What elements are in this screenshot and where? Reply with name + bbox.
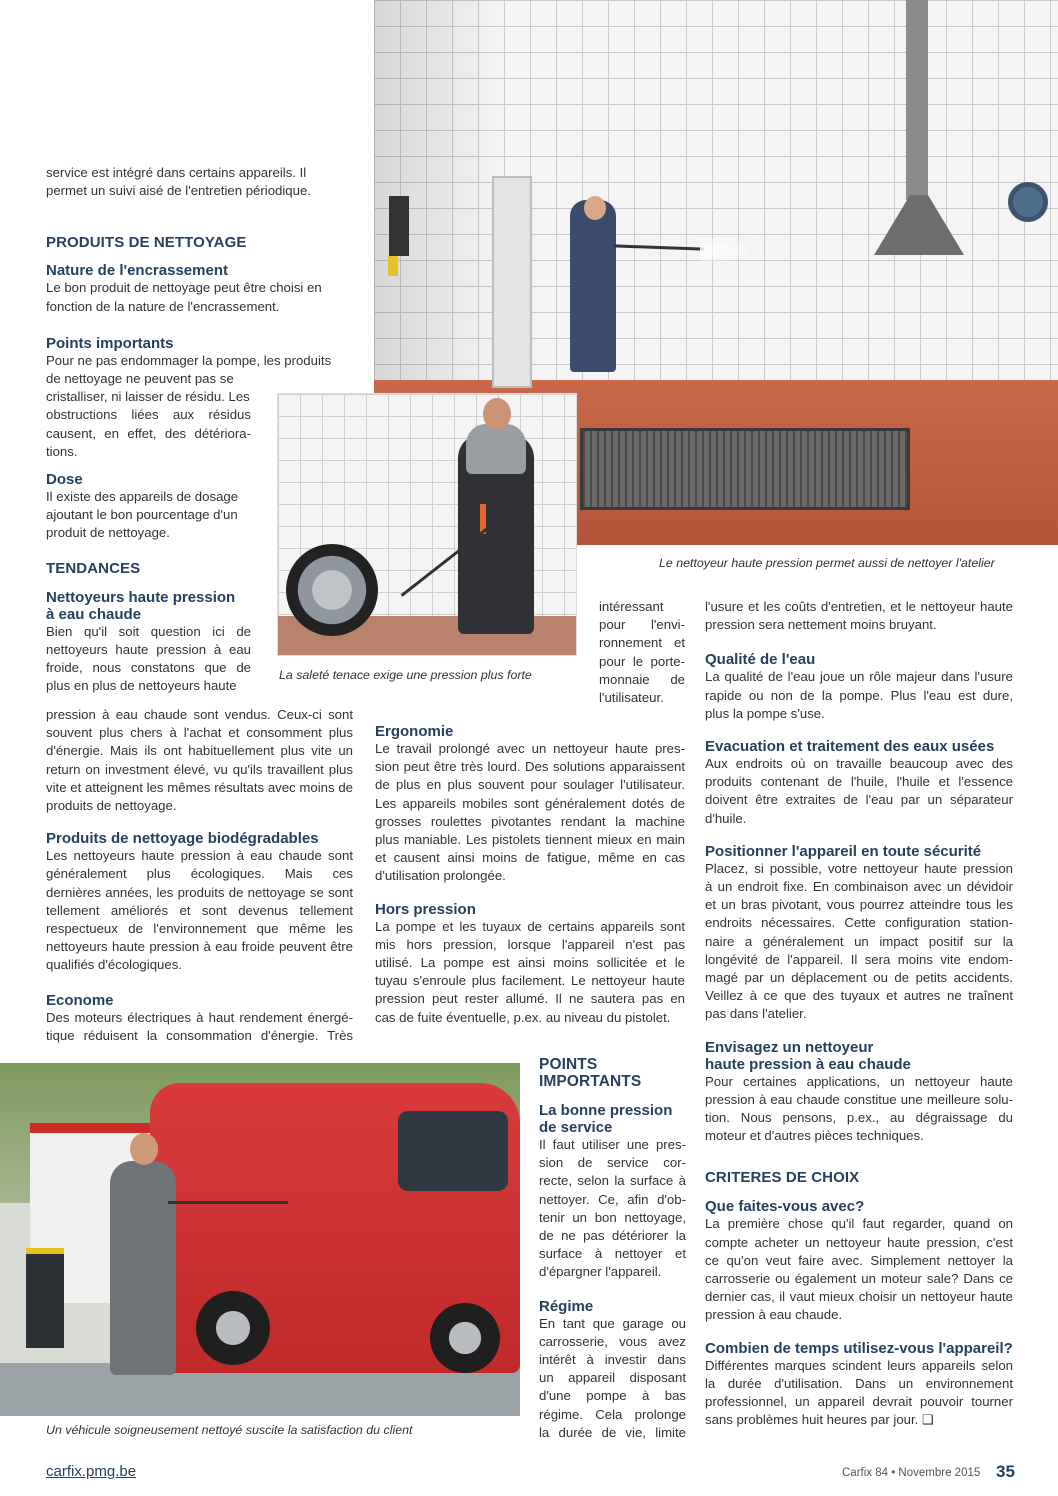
subtitle-biodegradables: Produits de nettoyage biodégradables — [46, 830, 319, 848]
workshop-caption: Le nettoyeur haute pression permet aussi de nettoyer l'atelier — [659, 556, 995, 570]
column-1 — [46, 164, 353, 461]
subtitle-dose: Dose — [46, 471, 83, 488]
subtitle-positionner: Positionner l'appareil en toute sécurité — [705, 842, 982, 860]
bonne-pression-text: Il faut utiliser une pres- sion de service cor- recte, selon la surface à nettoyer. Ce, afin d'ob- tenir un bon nettoyage, de ne pas détériorer la surface à nettoyer et d'épargner l'appareil. — [539, 1137, 686, 1280]
econome-text: Des moteurs électriques à haut rendement énergé- tique réduisent la consommation d'énergie. Très — [46, 1009, 353, 1043]
col3-intro: l'usure et les coûts d'entretien, et le nettoyeur haute pression sera nettement moins bruyant. — [705, 599, 1013, 633]
hors-pression-text: La pompe et les tuyaux de certains appareils sont mis hors pression, lorsque l'appareil n'est pas utilisé. La pompe est ainsi moins sollicitée et le tuyau s'enroule plus facilement. Le nettoyeur haute pression peut rester allumé. Il ne sautera pas en cas de fuite éventuelle, p.ex. au niveau du pistolet. — [375, 918, 685, 1025]
subtitle-nature: Nature de l'encrassement — [46, 262, 228, 280]
subtitle-qualite-eau: Qualité de l'eau — [705, 651, 816, 669]
subtitle-hors-pression: Hors pression — [375, 900, 476, 918]
regime-text: En tant que garage ou carrosserie, vous avez intérêt à investir dans un appareil disposant d'une pompe à bas régime. Cela prolonge la durée de vie, limite — [539, 1315, 686, 1440]
envisagez-text: Pour certaines applications, un nettoyeur haute pression à eau chaude constitue une meilleure solu- tion. Nous pensons, p.ex., au dégraissage du moteur et d'autres pièces techniques. — [705, 1073, 1013, 1144]
subtitle-bonne-pression: La bonne pression de service — [539, 1102, 673, 1136]
hp-text-narrow: Bien qu'il soit question ici de nettoyeurs haute pression à eau froide, nous constatons que de plus en plus de nettoyeurs haute — [46, 623, 251, 694]
subtitle-hp-chaude: Nettoyeurs haute pression à eau chaude — [46, 588, 236, 623]
que-faites-vous-text: La première chose qu'il faut regarder, quand on compte acheter un nettoyeur haute pression, c'est ce qu'on veut faire avec. Simplement nettoyer la carrosserie ou également un moteur sale? Dans ce dernier cas, il vaut mieux choisir un nettoyeur haute pression à eau chaude. — [705, 1216, 1013, 1323]
hp-text-wide: pression à eau chaude sont vendus. Ceux-ci sont souvent plus chers à l'achat et consomment plus d'énergie. Mais ils ont habituellement plus vite un return on investment élevé, vu qu'ils travaillent plus vite et atteignent les mêmes résultats avec moins de produits de nettoyage. Produits de nettoyage biodégradables Les nettoyeurs haute pression à eau chaude sont généralement plus écologiques. Mais ces dernières années, les produits de nettoyage se sont tellement améliorés et sont devenus tellement respectueux de l'environnement que même les nettoyeurs haute pression à eau froide peuvent être qualifiés d'écologiques. Econome Des moteurs électriques à haut rendement énergé- tique réduisent la consommation d'énergie. Très — [46, 706, 353, 1045]
combien-temps-text: Différentes marques scindent leurs appareils selon la durée d'utilisation. Dans un environnement professionnel, un appareil devrait pouvoir tourner sans problèmes huit heures par jour. ❑ — [705, 1357, 1013, 1428]
van-caption: Un véhicule soigneusement nettoyé suscite la satisfaction du client — [46, 1423, 413, 1437]
points-text: Pour ne pas endommager la pompe, les produits de nettoyage ne peuvent pas se cristalliser, ni laisser de résidu. Les obstructions liées aux résidus causent, en effet, des détériora- tions. — [46, 352, 332, 459]
subtitle-evacuation: Evacuation et traitement des eaux usées — [705, 738, 995, 756]
footer-url-link[interactable]: carfix.pmg.be — [46, 1463, 137, 1480]
intro-text: service est intégré dans certains appareils. Il permet un suivi aisé de l'entretien périodique. — [46, 165, 311, 199]
subtitle-envisagez: Envisagez un nettoyeur haute pression à eau chaude — [705, 1038, 911, 1073]
dose-text: Il existe des appareils de dosage ajoutant le bon pourcentage d'un produit de nettoyage. — [46, 489, 239, 541]
section-heading-tendances: TENDANCES — [46, 559, 141, 577]
dose-block — [46, 471, 271, 695]
subtitle-combien-temps: Combien de temps utilisez-vous l'appareil? — [705, 1339, 1013, 1357]
positionner-text: Placez, si possible, votre nettoyeur haute pression à un endroit fixe. En combinaison avec un dévidoir et un bras pivotant, vous pourrez atteindre tous les endroits nécessaires. Cette configuration station- naire a généralement un impact positif sur la longévité de l'appareil. Il sera moins vite endom- magé par un déplacement ou de petits accidents. Veillez à ce que des tuyaux et autres ne traînent pas dans l'atelier. — [705, 860, 1013, 1022]
subtitle-regime: Régime — [539, 1297, 594, 1315]
wheel-caption: La saleté tenace exige une pression plus forte — [279, 668, 532, 682]
page-number: 35 — [996, 1462, 1015, 1481]
subtitle-econome: Econome — [46, 991, 114, 1009]
section-heading-criteres: CRITERES DE CHOIX — [705, 1169, 860, 1187]
points-importants-box — [539, 1056, 686, 1442]
subtitle-ergonomie: Ergonomie — [375, 723, 454, 740]
section-heading-produits: PRODUITS DE NETTOYAGE — [46, 234, 247, 252]
subtitle-que-faites-vous: Que faites-vous avec? — [705, 1198, 865, 1216]
box-heading: POINTS IMPORTANTS — [539, 1056, 642, 1090]
column-2 — [375, 723, 685, 1027]
nature-text: Le bon produit de nettoyage peut être choisi en fonction de la nature de l'encrassement. — [46, 280, 322, 314]
ergonomie-text: Le travail prolongé avec un nettoyeur haute pres- sion peut être très lourd. Des solutions apparaissent de plus en plus souvent pour soulager l'utilisateur. Les appareils mobiles sont généralement dotés de grosses roulettes pivotantes rendant la machine plus maniable. Les pistolets tiennent mieux en main et causent ainsi moins de fatigue, même en cas d'utilisation prolongée. — [375, 741, 685, 884]
bio-text: Les nettoyeurs haute pression à eau chaude sont généralement plus écologiques. Mais ces dernières années, les produits de nettoyage se sont tellement améliorés et sont devenus tellement respectueux de l'environnement que même les nettoyeurs haute pression à eau froide peuvent être qualifiés d'écologiques. — [46, 848, 353, 973]
van-cleaning-photo — [0, 1063, 520, 1416]
qualite-eau-text: La qualité de l'eau joue un rôle majeur dans l'usure rapide ou non de la pompe. Plus l'eau est dure, plus la pompe s'use. — [705, 669, 1013, 721]
column-3 — [705, 598, 1013, 1430]
col2-small-text: intéressant pour l'envi- ronnement et pour le porte- monnaie de l'utilisateur. — [599, 599, 685, 706]
subtitle-points-importants: Points importants — [46, 334, 174, 352]
footer-issue: Carfix 84 • Novembre 2015 — [842, 1467, 981, 1479]
evacuation-text: Aux endroits où on travaille beaucoup avec des produits contenant de l'huile, l'huile et l'essence doivent être extraites de l'eau par un séparateur d'huile. — [705, 756, 1013, 826]
